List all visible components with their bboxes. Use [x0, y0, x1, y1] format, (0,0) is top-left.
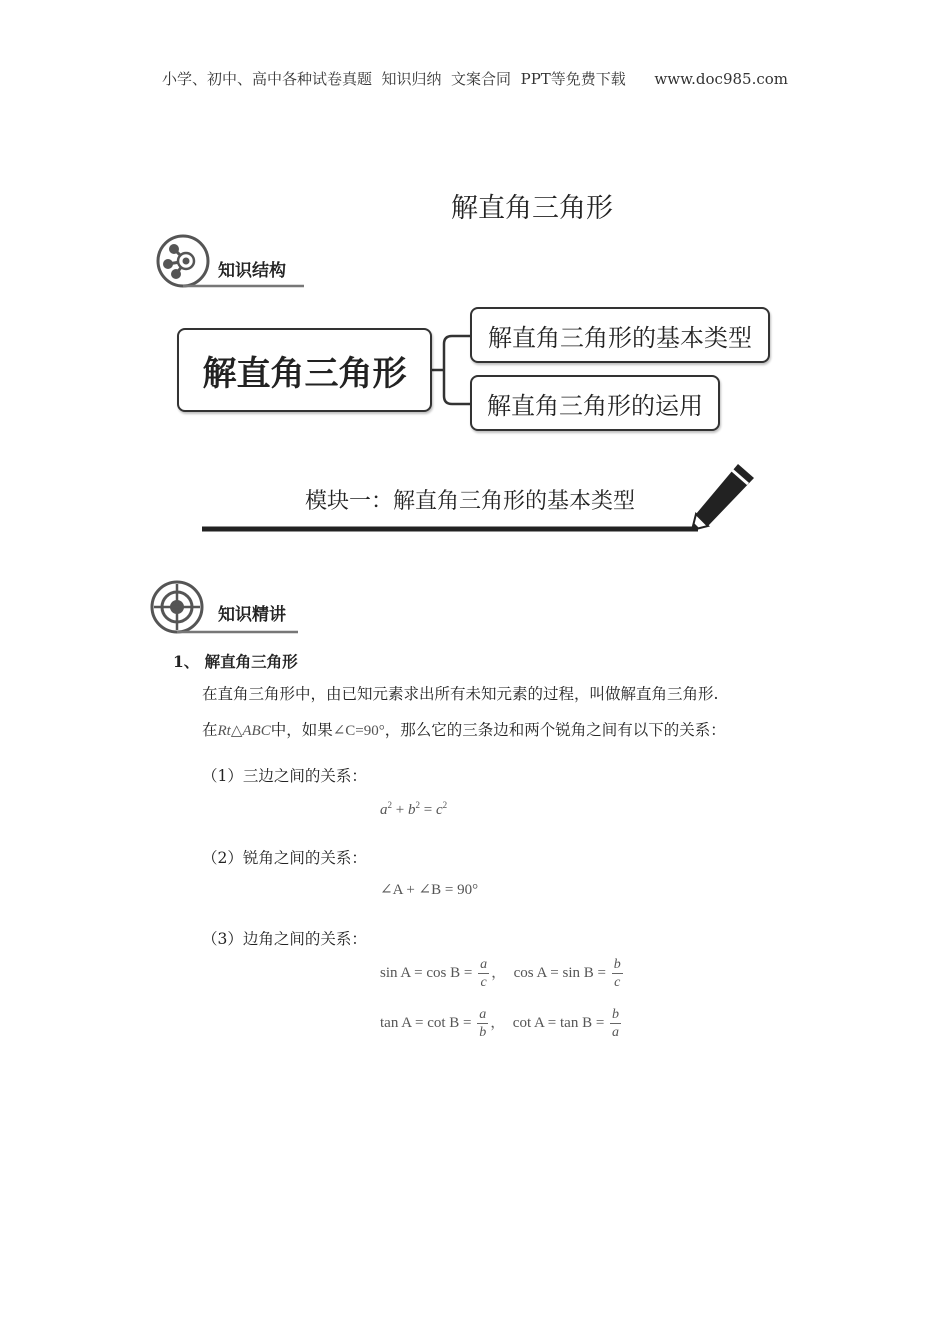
mindmap-child-basic-types: 解直角三角形的基本类型: [470, 307, 770, 363]
section-badge-lecture: [150, 580, 300, 636]
definition-text: 在直角三角形中，由已知元素求出所有未知元素的过程，叫做解直角三角形.: [202, 685, 719, 703]
page-header: [0, 68, 950, 89]
section-badge-label: 知识结构: [218, 261, 286, 281]
module-title: 模块一：解直角三角形的基本类型: [304, 489, 635, 514]
sin-cos-formula: sin A = cos B = $\frac{a}{c}$ ， cos A = sin B = $\frac{b}{c}$: [380, 957, 621, 990]
relation-label: （2）锐角之间的关系：: [202, 849, 367, 867]
header-left-text: 小学、初中、高中各种试卷真题 知识归纳 文案合同 PPT等免费下载: [161, 70, 626, 88]
context-text: 在Rt△ABC中，如果∠C=90°，那么它的三条边和两个锐角之间有以下的关系：: [202, 721, 726, 739]
triangle-symbol: Rt△ABC: [217, 723, 271, 739]
pythagoras-formula: $a^2 + b^2 = c^2$: [380, 800, 448, 818]
header-url: www.doc985.com: [654, 70, 788, 88]
pencil-icon: [692, 464, 754, 530]
relation-label: （1）三边之间的关系：: [202, 767, 367, 785]
document-title: 解直角三角形: [451, 193, 613, 224]
section-badge-label: 知识精讲: [218, 605, 286, 625]
module-banner: [198, 460, 763, 536]
section-badge-structure: [156, 234, 306, 290]
tan-cot-formula: tan A = cot B = $\frac{a}{b}$ ， cot A = tan B = $\frac{b}{a}$: [380, 1007, 620, 1040]
right-angle-condition: ∠C=90°: [332, 723, 385, 739]
angle-sum-formula: ∠A + ∠B = 90°: [380, 882, 479, 898]
mindmap-root: 解直角三角形: [177, 328, 432, 412]
mindmap-child-applications: 解直角三角形的运用: [470, 375, 720, 431]
item-heading: 1、 解直角三角形: [173, 652, 298, 671]
relation-label: （3）边角之间的关系：: [202, 930, 367, 948]
